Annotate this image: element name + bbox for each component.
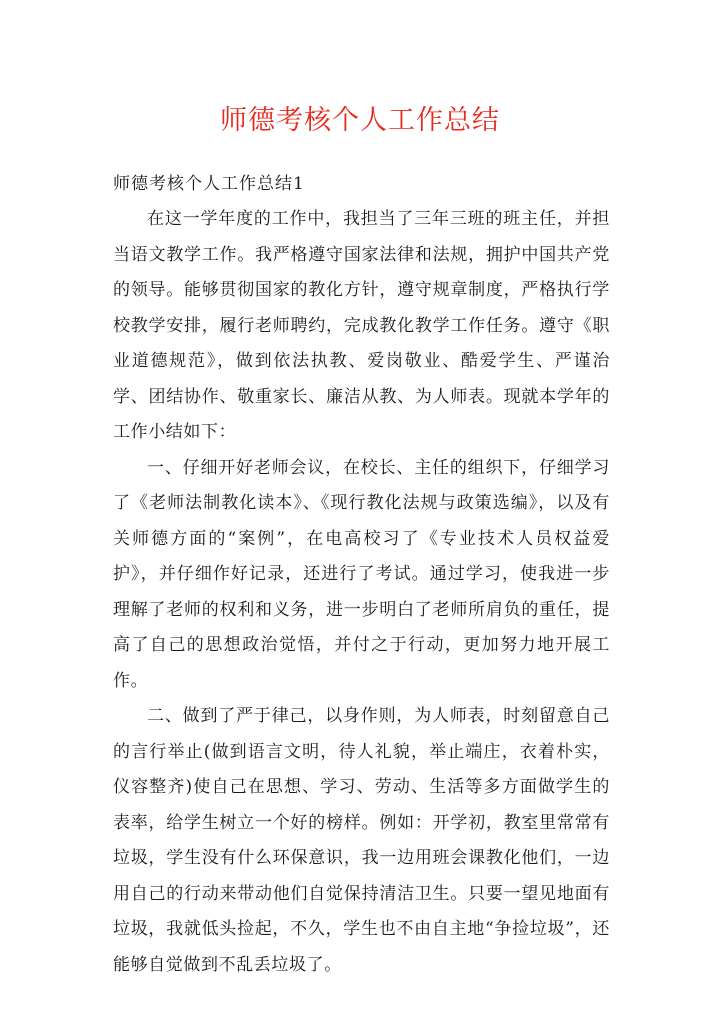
document-body [113, 202, 610, 983]
paragraph: 二、做到了严于律己，以身作则，为人师表，时刻留意自己的言行举止(做到语言文明，待人礼貌，举止端庄，衣着朴实，仪容整齐)使自己在思想、学习、劳动、生活等多方面做学生的表率，给学生树立一个好的榜样。例如：开学初，教室里常常有垃圾，学生没有什么环保意识，我一边用班会课教化他们，一边用自己的行动来带动他们自觉保持清洁卫生。只要一望见地面有垃圾，我就低头捡起，不久，学生也不由自主地“争捡垃圾”，还能够自觉做到不乱丢垃圾了。 [113, 706, 610, 975]
section-subtitle: 师德考核个人工作总结1 [113, 174, 305, 194]
paragraph: 一、仔细开好老师会议，在校长、主任的组织下，仔细学习了《老师法制教化读本》、《现行教化法规与政策选编》，以及有关师德方面的“案例”，在电高校习了《专业技术人员权益爱护》，并仔细作好记录，还进行了考试。通过学习，使我进一步理解了老师的权利和义务，进一步明白了老师所肩负的重任，提高了自己的思想政治觉悟，并付之于行动，更加努力地开展工作。 [113, 457, 610, 691]
document-title: 师德考核个人工作总结 [220, 105, 500, 136]
paragraph: 在这一学年度的工作中，我担当了三年三班的班主任，并担当语文教学工作。我严格遵守国家法律和法规，拥护中国共产党的领导。能够贯彻国家的教化方针，遵守规章制度，严格执行学校教学安排，履行老师聘约，完成教化教学工作任务。遵守《职业道德规范》，做到依法执教、爱岗敬业、酷爱学生、严谨治学、团结协作、敬重家长、廉洁从教、为人师表。现就本学年的工作小结如下： [113, 209, 610, 442]
